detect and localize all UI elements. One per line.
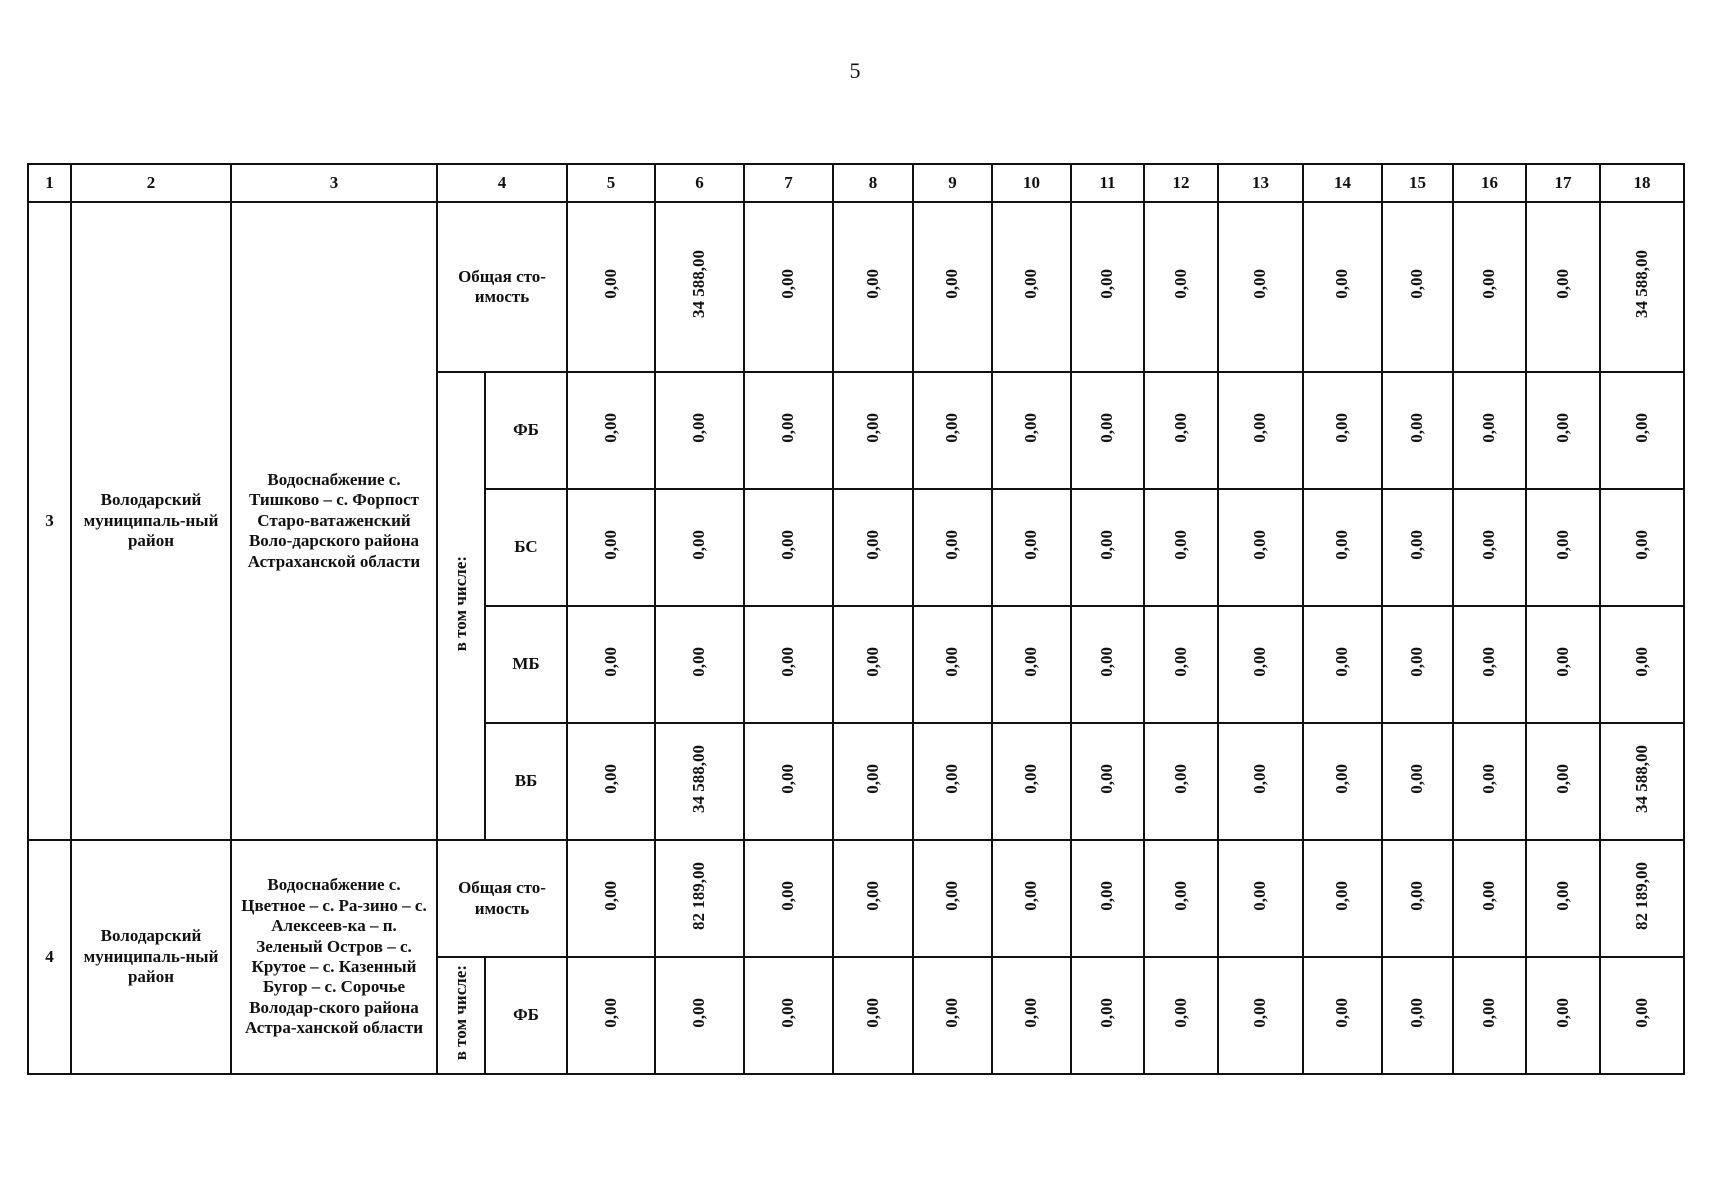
value-cell: [1071, 957, 1144, 1074]
value-text: 0,00: [862, 529, 882, 560]
project-number: 4: [28, 840, 71, 1074]
district-cell: Володарский муниципаль-ный район: [71, 840, 231, 1074]
value-cell: [833, 840, 913, 957]
value-cell: [1144, 723, 1218, 840]
value-text: 0,00: [1250, 646, 1270, 677]
value-text: 0,00: [942, 529, 962, 560]
value-text: 0,00: [1332, 997, 1352, 1028]
value-text: 0,00: [1021, 269, 1041, 300]
total-cost-label: Общая сто-имость: [437, 840, 567, 957]
value-text: 0,00: [1097, 529, 1117, 560]
including-label-cell: [437, 957, 485, 1074]
value-cell: [1303, 723, 1382, 840]
value-text: 0,00: [1479, 412, 1499, 443]
value-text: 0,00: [1332, 763, 1352, 794]
value-cell: [1600, 723, 1684, 840]
value-cell: [1600, 957, 1684, 1074]
value-cell: [1144, 202, 1218, 372]
value-cell: [567, 840, 655, 957]
value-text: 0,00: [1479, 997, 1499, 1028]
value-text: 0,00: [1021, 529, 1041, 560]
value-cell: [913, 606, 992, 723]
header-cell: 13: [1218, 164, 1303, 202]
value-text: 0,00: [1407, 269, 1427, 300]
value-cell: [655, 957, 744, 1074]
value-text: 0,00: [1170, 646, 1190, 677]
value-text: 0,00: [942, 412, 962, 443]
table-row: [28, 202, 1684, 372]
value-text: 0,00: [689, 646, 709, 677]
value-text: 0,00: [689, 529, 709, 560]
funding-source-cell: БС: [485, 489, 567, 606]
value-cell: [744, 606, 833, 723]
value-cell: [1218, 606, 1303, 723]
value-cell: [744, 202, 833, 372]
value-text: 0,00: [778, 269, 798, 300]
header-cell: 14: [1303, 164, 1382, 202]
value-cell: [913, 840, 992, 957]
value-text: 0,00: [1332, 269, 1352, 300]
value-cell: [1382, 723, 1453, 840]
value-text: 0,00: [862, 997, 882, 1028]
value-text: 0,00: [1479, 269, 1499, 300]
value-cell: [1071, 606, 1144, 723]
value-cell: [1453, 957, 1526, 1074]
value-text: 0,00: [1407, 646, 1427, 677]
value-text: 0,00: [1021, 646, 1041, 677]
value-cell: [567, 957, 655, 1074]
value-cell: [655, 489, 744, 606]
value-text: 0,00: [600, 763, 620, 794]
header-cell: 10: [992, 164, 1071, 202]
including-label: в том числе:: [450, 555, 470, 651]
value-text: 0,00: [1250, 880, 1270, 911]
value-cell: [1526, 840, 1600, 957]
value-cell: [1218, 202, 1303, 372]
value-cell: [992, 840, 1071, 957]
including-label: в том числе:: [450, 965, 470, 1061]
value-cell: [744, 489, 833, 606]
value-cell: [1453, 372, 1526, 489]
value-cell: [1382, 840, 1453, 957]
value-cell: [1453, 202, 1526, 372]
value-cell: [1453, 840, 1526, 957]
header-row: [28, 164, 1684, 202]
value-text: 0,00: [778, 646, 798, 677]
value-text: 0,00: [600, 997, 620, 1028]
header-cell: 12: [1144, 164, 1218, 202]
value-text: 0,00: [1250, 997, 1270, 1028]
value-cell: [1382, 202, 1453, 372]
header-cell: 15: [1382, 164, 1453, 202]
value-text: 0,00: [1170, 529, 1190, 560]
funding-source-cell: ВБ: [485, 723, 567, 840]
value-cell: [567, 723, 655, 840]
header-cell: 2: [71, 164, 231, 202]
value-cell: [1303, 957, 1382, 1074]
value-text: 0,00: [1479, 763, 1499, 794]
value-text: 0,00: [862, 880, 882, 911]
value-cell: [992, 957, 1071, 1074]
header-cell: 5: [567, 164, 655, 202]
value-text: 0,00: [1552, 529, 1572, 560]
value-text: 0,00: [942, 880, 962, 911]
value-text: 0,00: [942, 763, 962, 794]
value-text: 34 588,00: [1631, 250, 1651, 319]
value-cell: [1600, 840, 1684, 957]
value-text: 0,00: [1097, 997, 1117, 1028]
value-cell: [1526, 372, 1600, 489]
value-text: 0,00: [1332, 529, 1352, 560]
value-cell: [992, 489, 1071, 606]
header-cell: 11: [1071, 164, 1144, 202]
value-text: 34 588,00: [1631, 744, 1651, 813]
value-text: 0,00: [778, 529, 798, 560]
value-text: 0,00: [1021, 880, 1041, 911]
value-text: 0,00: [1631, 646, 1651, 677]
value-text: 0,00: [1479, 529, 1499, 560]
value-cell: [1453, 489, 1526, 606]
value-text: 0,00: [862, 763, 882, 794]
value-text: 0,00: [600, 269, 620, 300]
value-text: 0,00: [1631, 997, 1651, 1028]
value-text: 0,00: [600, 880, 620, 911]
value-text: 0,00: [1631, 412, 1651, 443]
value-text: 82 189,00: [689, 861, 709, 930]
value-text: 0,00: [1097, 763, 1117, 794]
value-text: 0,00: [1407, 412, 1427, 443]
value-text: 0,00: [942, 269, 962, 300]
header-cell: 8: [833, 164, 913, 202]
value-text: 82 189,00: [1631, 861, 1651, 930]
value-text: 0,00: [1407, 880, 1427, 911]
value-text: 0,00: [689, 412, 709, 443]
total-cost-label: Общая сто-имость: [437, 202, 567, 372]
header-cell: 1: [28, 164, 71, 202]
value-cell: [1526, 202, 1600, 372]
value-text: 0,00: [1097, 412, 1117, 443]
value-cell: [1071, 372, 1144, 489]
value-cell: [1600, 372, 1684, 489]
value-cell: [913, 372, 992, 489]
value-text: 0,00: [1097, 880, 1117, 911]
value-cell: [744, 957, 833, 1074]
value-text: 0,00: [1407, 529, 1427, 560]
value-cell: [1303, 840, 1382, 957]
value-text: 0,00: [689, 997, 709, 1028]
value-text: 0,00: [1250, 529, 1270, 560]
value-cell: [1303, 202, 1382, 372]
value-cell: [1144, 372, 1218, 489]
value-text: 0,00: [1170, 997, 1190, 1028]
value-text: 0,00: [862, 646, 882, 677]
value-text: 0,00: [600, 646, 620, 677]
value-text: 0,00: [1479, 880, 1499, 911]
project-name-cell: Водоснабжение с. Цветное – с. Ра-зино – с. Алексеев-ка – п. Зеленый Остров – с. Крутое – с. Казенный Бугор – с. Сорочье Володар-ского района Астра-ханской области: [231, 840, 437, 1074]
header-cell: 3: [231, 164, 437, 202]
value-text: 0,00: [778, 997, 798, 1028]
value-cell: [1382, 372, 1453, 489]
value-cell: [1526, 489, 1600, 606]
value-text: 0,00: [1021, 763, 1041, 794]
value-cell: [1218, 723, 1303, 840]
value-cell: [744, 840, 833, 957]
budget-table: [27, 163, 1685, 1075]
value-cell: [913, 723, 992, 840]
value-text: 0,00: [778, 412, 798, 443]
value-text: 0,00: [1097, 269, 1117, 300]
project-name-cell: Водоснабжение с. Тишково – с. Форпост Старо-ватаженский Воло-дарского района Астраханской области: [231, 202, 437, 840]
value-cell: [1218, 372, 1303, 489]
value-cell: [1600, 202, 1684, 372]
value-text: 0,00: [1407, 997, 1427, 1028]
value-text: 0,00: [1170, 269, 1190, 300]
value-cell: [1453, 723, 1526, 840]
value-cell: [913, 489, 992, 606]
value-cell: [992, 723, 1071, 840]
value-text: 0,00: [1021, 412, 1041, 443]
value-cell: [992, 202, 1071, 372]
value-text: 0,00: [1631, 529, 1651, 560]
value-text: 0,00: [1479, 646, 1499, 677]
value-cell: [1144, 489, 1218, 606]
funding-source-cell: ФБ: [485, 957, 567, 1074]
value-text: 0,00: [942, 997, 962, 1028]
value-text: 0,00: [1332, 412, 1352, 443]
value-text: 0,00: [1097, 646, 1117, 677]
value-cell: [1303, 372, 1382, 489]
page-number: 5: [849, 58, 861, 83]
value-text: 0,00: [600, 412, 620, 443]
value-cell: [1144, 957, 1218, 1074]
value-text: 0,00: [778, 880, 798, 911]
value-cell: [1526, 606, 1600, 723]
value-text: 0,00: [862, 269, 882, 300]
value-cell: [1303, 606, 1382, 723]
value-text: 0,00: [1552, 997, 1572, 1028]
value-text: 0,00: [600, 529, 620, 560]
value-cell: [1382, 957, 1453, 1074]
value-cell: [1218, 840, 1303, 957]
funding-source-cell: ФБ: [485, 372, 567, 489]
value-cell: [1303, 489, 1382, 606]
value-cell: [833, 202, 913, 372]
value-text: 0,00: [1552, 763, 1572, 794]
value-cell: [833, 723, 913, 840]
value-text: 0,00: [1170, 412, 1190, 443]
header-cell: 6: [655, 164, 744, 202]
value-cell: [1382, 606, 1453, 723]
value-cell: [1600, 489, 1684, 606]
district-cell: Володарский муниципаль-ный район: [71, 202, 231, 840]
value-text: 0,00: [1332, 880, 1352, 911]
value-text: 0,00: [942, 646, 962, 677]
funding-source-cell: МБ: [485, 606, 567, 723]
value-cell: [1526, 723, 1600, 840]
value-cell: [992, 372, 1071, 489]
value-cell: [655, 372, 744, 489]
value-text: 0,00: [1552, 646, 1572, 677]
header-cell: 18: [1600, 164, 1684, 202]
value-cell: [567, 372, 655, 489]
header-cell: 16: [1453, 164, 1526, 202]
value-cell: [1071, 489, 1144, 606]
value-text: 0,00: [1170, 763, 1190, 794]
header-cell: 4: [437, 164, 567, 202]
value-cell: [833, 489, 913, 606]
value-cell: [1071, 723, 1144, 840]
value-text: 34 588,00: [689, 744, 709, 813]
value-cell: [913, 957, 992, 1074]
value-cell: [1071, 840, 1144, 957]
value-cell: [913, 202, 992, 372]
header-cell: 17: [1526, 164, 1600, 202]
value-text: 0,00: [1407, 763, 1427, 794]
value-cell: [833, 957, 913, 1074]
value-text: 0,00: [1552, 880, 1572, 911]
value-text: 0,00: [778, 763, 798, 794]
value-text: 0,00: [1552, 412, 1572, 443]
value-cell: [1526, 957, 1600, 1074]
value-cell: [655, 202, 744, 372]
value-cell: [1382, 489, 1453, 606]
header-cell: 9: [913, 164, 992, 202]
value-text: 34 588,00: [689, 250, 709, 319]
value-cell: [1453, 606, 1526, 723]
value-cell: [655, 723, 744, 840]
value-text: 0,00: [1250, 269, 1270, 300]
value-cell: [992, 606, 1071, 723]
value-text: 0,00: [1250, 763, 1270, 794]
value-cell: [744, 372, 833, 489]
value-cell: [833, 372, 913, 489]
value-cell: [655, 840, 744, 957]
value-text: 0,00: [1332, 646, 1352, 677]
value-cell: [567, 202, 655, 372]
table-row: [28, 840, 1684, 957]
value-text: 0,00: [1021, 997, 1041, 1028]
value-cell: [1600, 606, 1684, 723]
header-cell: 7: [744, 164, 833, 202]
value-cell: [1218, 957, 1303, 1074]
value-cell: [567, 489, 655, 606]
value-cell: [1071, 202, 1144, 372]
value-cell: [1144, 606, 1218, 723]
value-text: 0,00: [1552, 269, 1572, 300]
value-text: 0,00: [1170, 880, 1190, 911]
value-cell: [1144, 840, 1218, 957]
value-cell: [833, 606, 913, 723]
project-number: 3: [28, 202, 71, 840]
value-cell: [655, 606, 744, 723]
value-cell: [567, 606, 655, 723]
value-text: 0,00: [862, 412, 882, 443]
value-text: 0,00: [1250, 412, 1270, 443]
value-cell: [744, 723, 833, 840]
value-cell: [1218, 489, 1303, 606]
including-label-cell: [437, 372, 485, 840]
